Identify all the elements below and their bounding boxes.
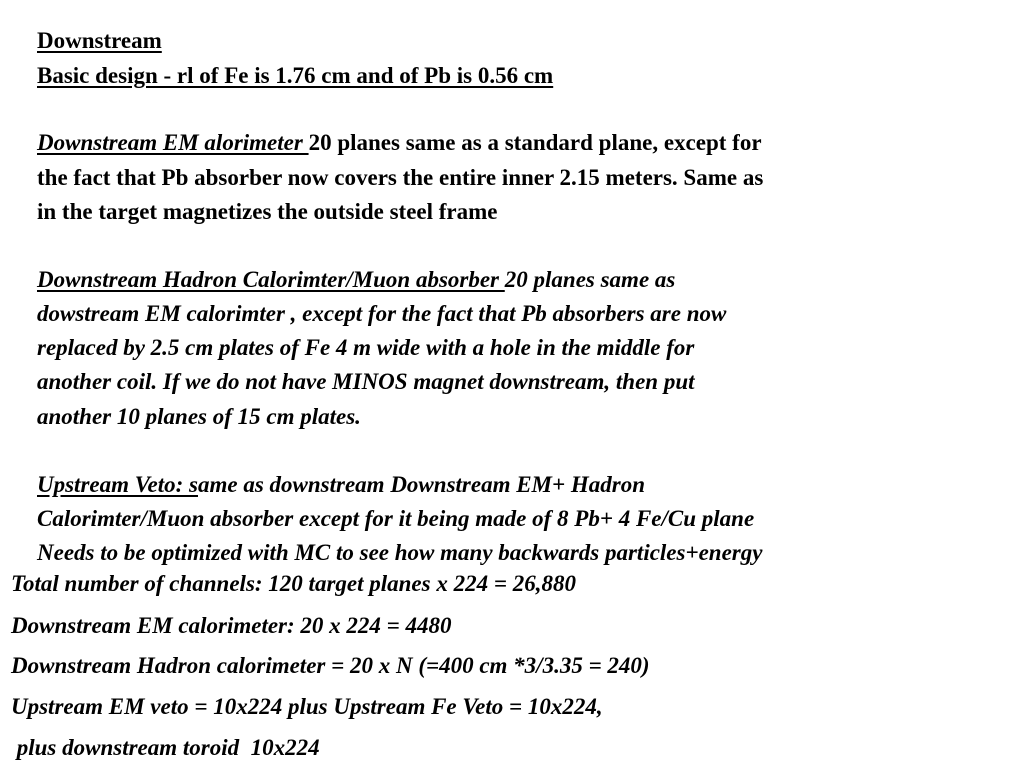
channels-veto-line: Upstream EM veto = 10x224 plus Upstream Fe Veto = 10x224, (11, 694, 603, 719)
em-calorimeter-label: Downstream EM alorimeter (37, 130, 309, 155)
hadron-calorimeter-line-1 (37, 265, 675, 295)
channels-toroid-line: plus downstream toroid 10x224 (11, 735, 320, 760)
upstream-veto-line-1 (37, 470, 645, 500)
em-calorimeter-line-1 (37, 128, 762, 158)
upstream-veto-text-1: ame as downstream Downstream EM+ Hadron (198, 472, 645, 497)
em-calorimeter-text-1: 20 planes same as a standard plane, except for (308, 130, 762, 155)
channels-hadron-line: Downstream Hadron calorimeter = 20 x N (=400 cm *3/3.35 = 240) (11, 653, 650, 678)
hadron-calorimeter-line-2: dowstream EM calorimter , except for the fact that Pb absorbers are now (37, 301, 727, 326)
hadron-calorimeter-label: Downstream Hadron Calorimter/Muon absorber (37, 267, 505, 292)
upstream-veto-label: Upstream Veto: s (37, 472, 198, 497)
em-calorimeter-line-2: the fact that Pb absorber now covers the entire inner 2.15 meters. Same as (37, 165, 764, 190)
section-title: Downstream (37, 28, 162, 53)
upstream-veto-line-2: Calorimter/Muon absorber except for it being made of 8 Pb+ 4 Fe/Cu plane (37, 506, 755, 531)
channels-total-line: Total number of channels: 120 target planes x 224 = 26,880 (11, 571, 576, 596)
channels-em-line: Downstream EM calorimeter: 20 x 224 = 4480 (11, 613, 452, 638)
basic-design-line: Basic design - rl of Fe is 1.76 cm and of Pb is 0.56 cm (37, 63, 554, 88)
hadron-calorimeter-line-3: replaced by 2.5 cm plates of Fe 4 m wide with a hole in the middle for (37, 335, 695, 360)
upstream-veto-line-3: Needs to be optimized with MC to see how many backwards particles+energy (37, 540, 763, 565)
hadron-calorimeter-line-4: another coil. If we do not have MINOS magnet downstream, then put (37, 369, 695, 394)
hadron-calorimeter-text-1: 20 planes same as (504, 267, 676, 292)
hadron-calorimeter-line-5: another 10 planes of 15 cm plates. (37, 404, 361, 429)
em-calorimeter-line-3: in the target magnetizes the outside steel frame (37, 199, 498, 224)
